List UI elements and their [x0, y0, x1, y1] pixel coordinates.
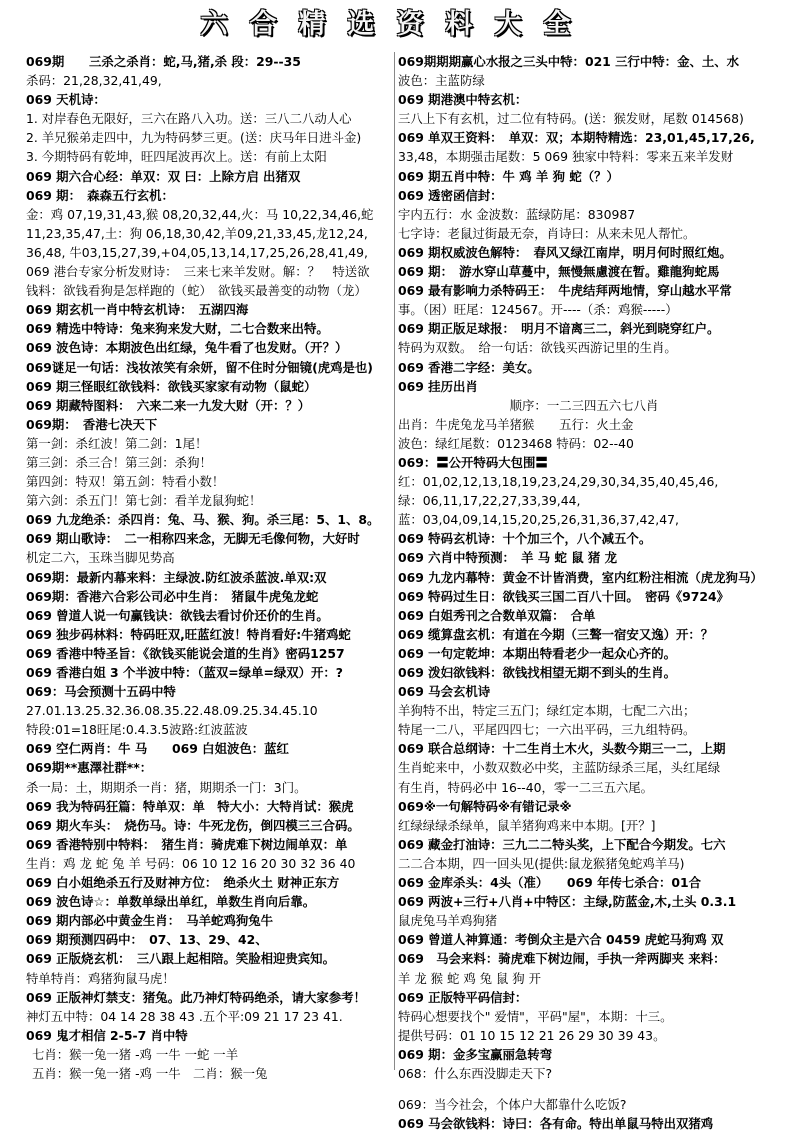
- text-line: 神灯五中特：04 14 28 38 43 .五个平:09 21 17 23 41.: [26, 1008, 343, 1024]
- section-heading: 069 空仁两肖：牛 马 069 白姐波色：蓝红: [26, 741, 289, 757]
- text-line: 1. 对岸春色无限好，三六在路八入功。送：三八二八动人心: [26, 111, 352, 127]
- section-heading: 069 泼妇欲钱料：欲钱找相望无期不到头的生肖。: [398, 665, 676, 680]
- section-heading: 069 最有影响力杀特码王： 牛虎结拜两地情，穿山越水平常: [398, 283, 732, 299]
- text-line: 第四剑：特双！第五剑：特看小数！: [26, 474, 225, 490]
- text-line: 三八上下有玄机，过二位有特码。(送：猴发财，尾数 014568): [398, 111, 744, 127]
- text-line: 宇内五行：水 金波数：蓝绿防尾：830987: [398, 206, 636, 222]
- section-heading: 069期：香港六合彩公司必中生肖： 猪鼠牛虎兔龙蛇: [26, 588, 319, 604]
- section-heading: 069 缆算盘玄机：有道在今期（三聱一宿安又逸）开：？: [398, 626, 714, 642]
- column-divider: [394, 52, 395, 1070]
- page-title: 六合精选资料大全: [200, 9, 593, 40]
- section-heading: 069期： 香港七决天下: [26, 416, 158, 432]
- section-heading: 069期：最新内幕来料：主绿波.防红波杀蓝波.单双:双: [26, 569, 327, 585]
- section-heading: 069 鬼才相信 2-5-7 肖中特: [26, 1027, 188, 1043]
- text-line: 提供号码：01 10 15 12 21 26 29 30 39 43。: [398, 1027, 666, 1043]
- section-heading: 069 特码玄机诗：十个加三个，八个减五个。: [398, 531, 652, 547]
- section-heading: 069 我为特码狂篇：特单双：单 特大小：大特肖试：猴虎: [26, 798, 354, 814]
- text-line: 钱料：欲钱看狗是怎样跑的（蛇） 欲钱买最善变的动物（龙）: [26, 283, 367, 299]
- section-heading: 069 马会来料：骑虎难下树边闹，手执一斧两脚夹 来料：: [398, 951, 726, 967]
- text-line: 金：鸡 07,19,31,43,猴 08,20,32,44,火：马 10,22,34,46,蛇: [26, 206, 374, 222]
- section-heading: 069 波色诗☆：单数单绿出单红，单数生肖向后靠。: [26, 894, 316, 910]
- section-heading: 069 期： 森森五行玄机：: [26, 187, 174, 203]
- text-line: 红绿绿绿杀绿单，鼠羊猪狗鸡来中本期。[开？]: [398, 817, 656, 833]
- section-heading: 069 期三怪眼红欲钱料：欲钱买家家有动物（鼠蛇）: [26, 378, 317, 394]
- section-heading: 069 正版神灯禁支：猪兔。此乃神灯特码绝杀，请大家参考！: [26, 989, 366, 1005]
- text-line: 五肖：猴一兔一猪 -鸡 一牛 二肖：猴一兔: [32, 1065, 268, 1081]
- section-heading: 069 波色诗：本期波色出红绿，兔牛看了也发财。（开？）: [26, 340, 348, 356]
- section-heading: 069期**惠澤社群**：: [26, 760, 153, 776]
- section-heading: 069 精选中特诗：兔来狗来发大财，二七合数来出特。: [26, 321, 329, 337]
- text-line: 鼠虎兔马羊鸡狗猪: [398, 913, 498, 929]
- text-line: 波色：主蓝防绿: [398, 73, 485, 89]
- section-heading: 069 六肖中特预测： 羊 马 蛇 鼠 猪 龙: [398, 550, 618, 566]
- section-heading: 069 期六合心经：单双：双 曰：上除方启 出猪双: [26, 168, 301, 184]
- section-heading: 069 联合总纲诗：十二生肖土木火，头数今期三一二，上期: [398, 741, 726, 757]
- section-heading: 069 期玄机一肖中特玄机诗： 五湖四海: [26, 302, 249, 318]
- text-line: 第三剑：杀三合！第三剑：杀狗！: [26, 454, 212, 470]
- section-heading: 069 香港特别中特料： 猪生肖：骑虎难下树边闹单双：单: [26, 836, 348, 852]
- section-heading: 069 期火车头： 烧伤马。诗：牛死龙伤，倒四模三三合码。: [26, 817, 360, 833]
- section-heading: 069 期山歌诗： 二一相称四来念，无脚无毛像何物，大好时: [26, 531, 360, 547]
- section-heading: 069 挂历出肖: [398, 378, 478, 394]
- text-line: 27.01.13.25.32.36.08.35.22.48.09.25.34.45.10: [26, 703, 318, 719]
- section-heading: 069 期：金多宝赢丽急转弯: [398, 1046, 553, 1062]
- text-line: 特段:01=18旺尾:0.4.3.5波路:红波蓝波: [26, 722, 248, 738]
- text-line: 七字诗：老鼠过街最无奈，肖诗曰：从来未见人帮忙。: [398, 225, 696, 241]
- text-line: 3. 今期特码有乾坤，旺四尾波再次上。送：有前上太阳: [26, 149, 327, 165]
- section-heading: 069 透密函信封：: [398, 187, 503, 203]
- section-heading: 069 白姐秀刊之合数单双篇： 合单: [398, 607, 596, 623]
- text-line: 波色：绿红尾数：0123468 特码：02--40: [398, 435, 634, 451]
- section-heading: 069 单双王资料： 单双：双；本期特精选：23,01,45,17,26,: [398, 130, 755, 146]
- text-line: 羊 龙 猴 蛇 鸡 兔 鼠 狗 开: [398, 970, 542, 986]
- section-heading: 069 香港白姐 3 个半波中特：（蓝双=绿单=绿双）开：?: [26, 665, 343, 680]
- section-heading: 069 期港澳中特玄机：: [398, 92, 528, 108]
- section-heading: 069：〓公开特码大包围〓: [398, 454, 548, 470]
- section-heading: 069 期五肖中特：牛 鸡 羊 狗 蛇（？）: [398, 168, 619, 184]
- text-line: 第六剑：杀五门！第七剑：看羊龙鼠狗蛇！: [26, 493, 262, 509]
- section-heading: 069 九龙内幕特：黄金不计皆消费，室内红粉注相流（虎龙狗马）: [398, 569, 763, 585]
- text-line: 出肖：牛虎兔龙马羊猪猴 五行：火土金: [398, 416, 634, 432]
- text-line: 顺序：一二三四五六七八肖: [509, 397, 659, 413]
- text-line: 蓝：03,04,09,14,15,20,25,26,31,36,37,42,47,: [398, 512, 679, 528]
- section-heading: 069 独步码林料：特码旺双,旺蓝红波！特肖看好:牛猪鸡蛇: [26, 626, 351, 642]
- section-heading: 069 金库杀头：4头（准） 069 年传七杀合：01合: [398, 875, 702, 891]
- section-heading: 069 一句定乾坤：本期出特看老少一起众心齐的。: [398, 645, 676, 661]
- text-line: 二二合本期，四一回头见(提供:鼠龙猴猪兔蛇鸡羊马): [398, 855, 685, 871]
- section-heading: 069※一句解特码※有错记录※: [398, 798, 572, 814]
- section-heading: 069 藏金打油诗：三九二二特头奖，上下配合今期发。七六: [398, 836, 726, 852]
- section-heading: 069 曾道人说一句赢钱诀：欲钱去看讨价还价的生肖。: [26, 607, 329, 623]
- text-line: 机定二六，玉珠当脚见势高: [26, 550, 175, 566]
- section-heading: 069 期： 游水穿山草蔓中，無慢無慮渡在暂。雞龍狗蛇馬: [398, 264, 720, 280]
- text-line: 七肖：猴一兔一猪 -鸡 一牛 一蛇 一羊: [32, 1046, 239, 1062]
- section-heading: 069 九龙绝杀：杀四肖：兔、马、猴、狗。杀三尾：5、1、8。: [26, 512, 380, 528]
- section-heading: 069期期期赢心水报之三头中特：021 三行中特：金、土、水: [398, 54, 740, 69]
- text-line: 羊狗特不出，特定三五门；绿红定本期，七配二六出；: [398, 703, 696, 719]
- text-line: 生肖蛇来中，小数双数必中奖，主蓝防绿杀三尾，头红尾绿: [398, 760, 721, 776]
- text-line: 068：什么东西没脚走天下?: [398, 1065, 553, 1081]
- text-line: 杀码：21,28,32,41,49,: [26, 73, 162, 89]
- text-line: 11,23,35,47,土：狗 06,18,30,42,羊09,21,33,45,龙12,24,: [26, 225, 368, 241]
- section-heading: 069 正版特平码信封：: [398, 989, 528, 1005]
- text-line: 069：当今社会，个体户大都靠什么吃饭?: [398, 1097, 627, 1113]
- section-heading: 069 香港中特圣旨：《欲钱买能说会道的生肖》密码1257: [26, 645, 345, 661]
- section-heading: 069 香港二字经：美女。: [398, 359, 540, 375]
- section-heading: 069 白小姐绝杀五行及财神方位： 绝杀火土 财神正东方: [26, 875, 340, 891]
- text-line: 绿：06,11,17,22,27,33,39,44,: [398, 493, 581, 509]
- text-line: 特尾一二八，平尾四四七；一六出平码，三九组特码。: [398, 722, 696, 738]
- right-column: [398, 52, 770, 1132]
- section-heading: 069 特码过生日：欲钱买三国二百八十回。 密码《9724》: [398, 588, 730, 604]
- section-heading: 069 马会玄机诗: [398, 684, 491, 700]
- text-line: 2. 羊兄猴弟走四中，九为特码梦三更。(送：庆马年日进斗金): [26, 130, 362, 146]
- text-line: [398, 1083, 770, 1095]
- section-heading: 069 两波+三行+八肖+中特区：主绿,防蓝金,木,土头 0.3.1: [398, 894, 737, 910]
- section-heading: 069 正版烧玄机： 三八跟上起相陪。笑脸相迎贵宾知。: [26, 951, 335, 967]
- section-heading: 069 期正版足球报： 明月不谙离三二，斜光到晓穿红户。: [398, 321, 720, 337]
- text-line: 33,48，本期强击尾数：5 069 独家中特料：零来五来羊发财: [398, 149, 734, 165]
- section-heading: 069期 三杀之杀肖：蛇,马,猪,杀 段：29--35: [26, 54, 301, 69]
- section-heading: 069谜足一句话：浅妆浓笑有余妍，留不住时分钿镜(虎鸡是也): [26, 359, 373, 375]
- text-line: 第一剑：杀红波！第二剑：1尾！: [26, 435, 208, 451]
- text-line: 杀一局：土，期期杀一肖：猪，期期杀一门：3门。: [26, 779, 307, 795]
- text-line: 红：01,02,12,13,18,19,23,24,29,30,34,35,40,45,46,: [398, 474, 719, 490]
- text-line: 事。（困）旺尾：124567。开----（杀：鸡猴-----）: [398, 302, 678, 318]
- left-column: [26, 52, 392, 1081]
- section-heading: 069 曾道人神算通：考倒众主是六合 0459 虎蛇马狗鸡 双: [398, 932, 724, 948]
- section-heading: 069：马会预测十五码中特: [26, 684, 176, 700]
- text-line: 有生肖，特码必中 16--40，零一二三五六尾。: [398, 779, 654, 795]
- text-line: 生肖：鸡 龙 蛇 兔 羊 号码：06 10 12 16 20 30 32 36 40: [26, 855, 356, 871]
- text-line: 069 港台专家分析发财诗： 三来七来羊发财。解：？ 特送欲: [26, 264, 370, 280]
- text-line: 特码为双数。 给一句话：欲钱买西游记里的生肖。: [398, 340, 677, 356]
- section-heading: 069 期藏特图料： 六来二来一九发大财（开：？）: [26, 397, 311, 413]
- text-line: 特码心想要找个" 爱情"，平码"屋"，本期：十三。: [398, 1008, 673, 1024]
- text-line: 36,48, 牛03,15,27,39,+04,05,13,14,17,25,26,28,41,49,: [26, 244, 368, 260]
- section-heading: 069 天机诗：: [26, 92, 106, 108]
- section-heading: 069 期内部必中黄金生肖： 马羊蛇鸡狗兔牛: [26, 913, 274, 929]
- text-line: 特单特肖：鸡猪狗鼠马虎！: [26, 970, 175, 986]
- section-heading: 069 期预测四码中： 07、13、29、42、: [26, 932, 268, 948]
- section-heading: 069 马会欲钱料：诗曰：各有命。特出单鼠马特出双猪鸡: [398, 1116, 714, 1132]
- section-heading: 069 期权威波色解特： 春风又绿江南岸，明月何时照红炮。: [398, 244, 732, 260]
